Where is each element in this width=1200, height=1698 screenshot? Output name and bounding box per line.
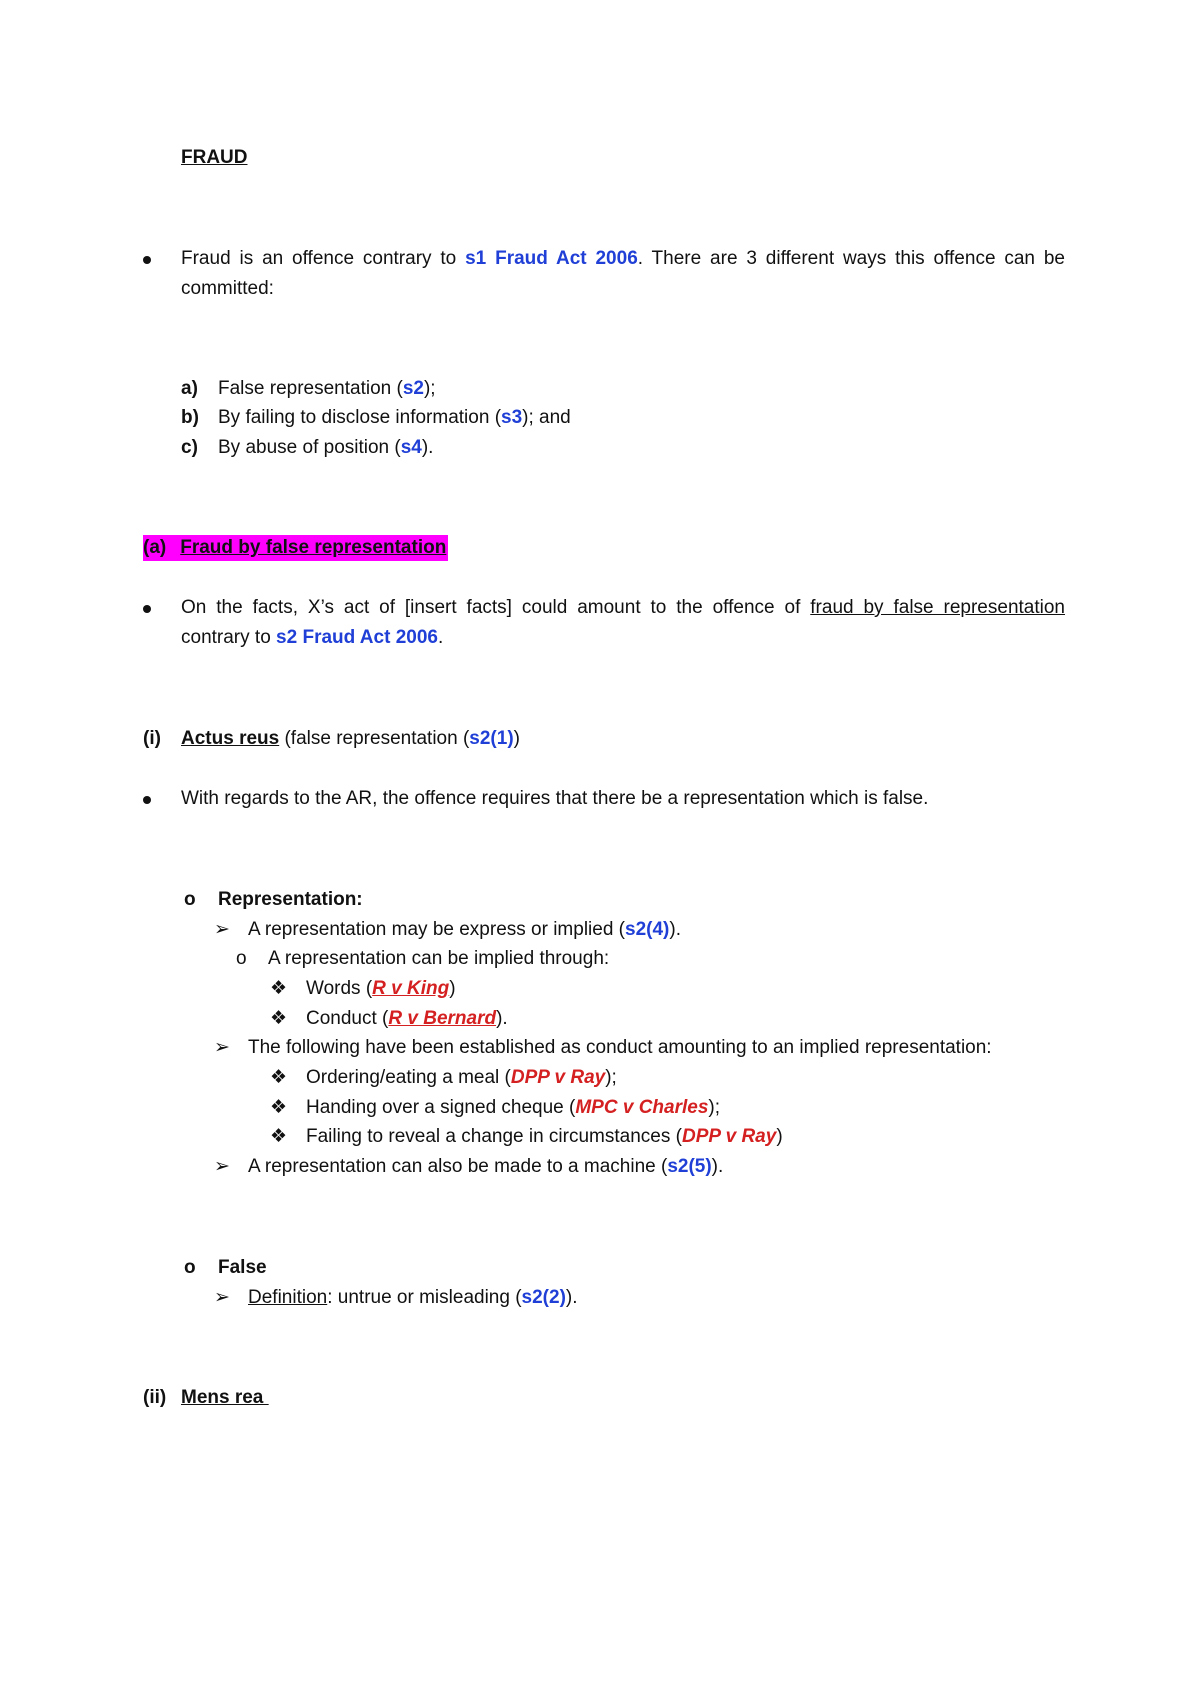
case-name: MPC v Charles [575,1097,709,1118]
actus-reus-title: Actus reus [181,728,280,749]
express-implied-line: A representation may be express or implied (s2(4)). [248,919,681,940]
diamond-bullet: ❖ [270,1126,288,1147]
conduct-line: Conduct (R v Bernard). [306,1008,508,1029]
intro-line-2: committed: [181,278,274,299]
implied-through-line: A representation can be implied through: [268,948,610,969]
section-a-heading [143,535,448,561]
case-name: R v King [372,978,450,999]
bullet-dot [143,256,151,264]
words-line: Words (R v King) [306,978,456,999]
list-marker-b: b) [181,407,199,428]
arrow-bullet: ➢ [214,1287,230,1308]
hollow-bullet: o [236,948,247,969]
section-a-title: Fraud by false representation [180,537,447,558]
mens-rea-heading: Mens rea [181,1387,269,1408]
arrow-bullet: ➢ [214,1156,230,1177]
facts-line-2: contrary to s2 Fraud Act 2006. [181,627,444,648]
diamond-bullet: ❖ [270,1067,288,1088]
intro-text-cont: . There are 3 different ways this offence can be [637,248,1065,269]
hollow-bullet: o [184,889,196,910]
subsection-i-marker: (i) [143,728,161,749]
list-item-c: By abuse of position (s4). [218,437,434,458]
representation-heading: Representation: [218,889,363,910]
cheque-line: Handing over a signed cheque (MPC v Charles); [306,1097,721,1118]
arrow-bullet: ➢ [214,919,230,940]
case-name: DPP v Ray [681,1126,777,1147]
statute-ref: s2(1) [469,728,514,749]
arrow-bullet: ➢ [214,1037,230,1058]
hollow-bullet: o [184,1257,196,1278]
facts-text: On the facts, X’s act of [insert facts] could amount to the offence of [181,597,811,618]
statute-ref: s2(2) [521,1287,566,1308]
list-item-a: False representation (s2); [218,378,436,399]
statute-ref: s4 [400,437,422,458]
definition-label: Definition [248,1287,328,1308]
false-heading: False [218,1257,267,1278]
established-line: The following have been established as conduct amounting to an implied representation: [248,1037,992,1058]
diamond-bullet: ❖ [270,1008,288,1029]
actus-reus-heading: Actus reus (false representation (s2(1)) [181,728,520,749]
intro-text: Fraud is an offence contrary to [181,248,466,269]
diamond-bullet: ❖ [270,978,288,999]
machine-line: A representation can also be made to a machine (s2(5)). [248,1156,724,1177]
statute-ref: s1 Fraud Act 2006 [465,248,638,269]
circumstances-line: Failing to reveal a change in circumstances (DPP v Ray) [306,1126,783,1147]
ar-bullet-text: With regards to the AR, the offence requires that there be a representation which is false. [181,788,929,809]
offence-name: fraud by false representation [810,597,1065,618]
bullet-dot [143,605,151,613]
statute-ref: s2 [402,378,424,399]
intro-line-1 [181,246,1065,272]
page-title: FRAUD [181,147,248,168]
meal-line: Ordering/eating a meal (DPP v Ray); [306,1067,617,1088]
statute-ref: s2(4) [625,919,670,940]
list-marker-c: c) [181,437,198,458]
statute-ref: s3 [501,407,523,428]
case-name: DPP v Ray [510,1067,606,1088]
facts-line-1 [181,595,1065,621]
list-item-b: By failing to disclose information (s3); and [218,407,571,428]
case-name: R v Bernard [388,1008,497,1029]
subsection-ii-marker: (ii) [143,1387,167,1408]
list-marker-a: a) [181,378,198,399]
definition-line: Definition: untrue or misleading (s2(2)). [248,1287,578,1308]
statute-ref: s2 Fraud Act 2006 [276,627,438,648]
statute-ref: s2(5) [667,1156,712,1177]
bullet-dot [143,796,151,804]
diamond-bullet: ❖ [270,1097,288,1118]
section-a-marker: (a) [143,537,167,558]
